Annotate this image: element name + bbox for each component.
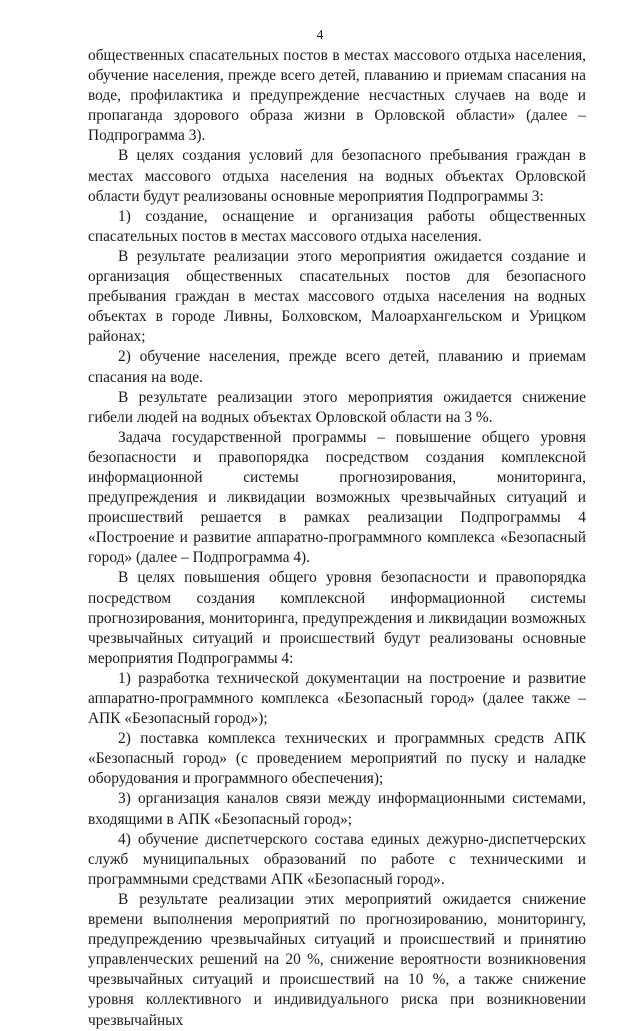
list-item: 3) организация каналов связи между информационными системами, входящими в АПК «Безопасный город»; [88, 790, 586, 828]
page-number: 4 [316, 28, 324, 43]
list-item: 2) поставка комплекса технических и программных средств АПК «Безопасный город» (с проведением мероприятий по пуску и наладке оборудования и программного обеспечения); [88, 730, 586, 788]
paragraph-continuation: общественных спасательных постов в местах массового отдыха населения, обучение населения, прежде всего детей, плаванию и приемам спасания на воде, профилактика и предупреждение несчастных случаев на воде и пропаганда здорового образа жизни в Орловской области» (далее – Подпрограмма 3). [88, 47, 586, 145]
paragraph: В целях повышения общего уровня безопасности и правопорядка посредством создания комплексной информационной системы прогнозирования, мониторинга, предупреждения и ликвидации возможных чрезвычайных ситуаций и происшествий будут реализованы основные мероприятия Подпрограммы 4: [88, 569, 586, 667]
list-item: 1) разработка технической документации на построение и развитие аппаратно-программного комплекса «Безопасный город» (далее также – АПК «Безопасный город»); [88, 669, 586, 728]
document-body [88, 46, 586, 1031]
list-item: 2) обучение населения, прежде всего детей, плаванию и приемам спасания на воде. [88, 348, 586, 386]
list-item: 1) создание, оснащение и организация работы общественных спасательных постов в местах массового отдыха населения. [88, 207, 586, 245]
paragraph: В целях создания условий для безопасного пребывания граждан в местах массового отдыха населения на водных объектах Орловской области будут реализованы основные мероприятия Подпрограммы 3: [88, 147, 586, 205]
paragraph: Задача государственной программы – повышение общего уровня безопасности и правопорядка посредством создания комплексной информационной системы прогнозирования, мониторинга, предупреждения и ликвидации возможных чрезвычайных ситуаций и происшествий решается в рамках реализации Подпрограммы 4 «Построение и развитие аппаратно-программного комплекса «Безопасный город» (далее – Подпрограмма 4). [88, 428, 586, 567]
list-item: 4) обучение диспетчерского состава единых дежурно-диспетчерских служб муниципальных образований по работе с техническими и программными средствами АПК «Безопасный город». [88, 830, 586, 888]
paragraph: В результате реализации этого мероприятия ожидается снижение гибели людей на водных объектах Орловской области на 3 %. [88, 388, 586, 426]
paragraph: В результате реализации этих мероприятий ожидается снижение времени выполнения мероприятий по прогнозированию, мониторингу, предупреждению чрезвычайных ситуаций и происшествий и принятию управленческих решений на 20 %, снижение вероятности возникновения чрезвычайных ситуаций и происшествий на 10 %, а также снижение уровня коллективного и индивидуального риска при возникновении чрезвычайных [88, 890, 586, 1029]
paragraph: В результате реализации этого мероприятия ожидается создание и организация общественных спасательных постов для безопасного пребывания граждан в местах массового отдыха населения на водных объектах в городе Ливны, Болховском, Малоархангельском и Урицком районах; [88, 247, 586, 346]
